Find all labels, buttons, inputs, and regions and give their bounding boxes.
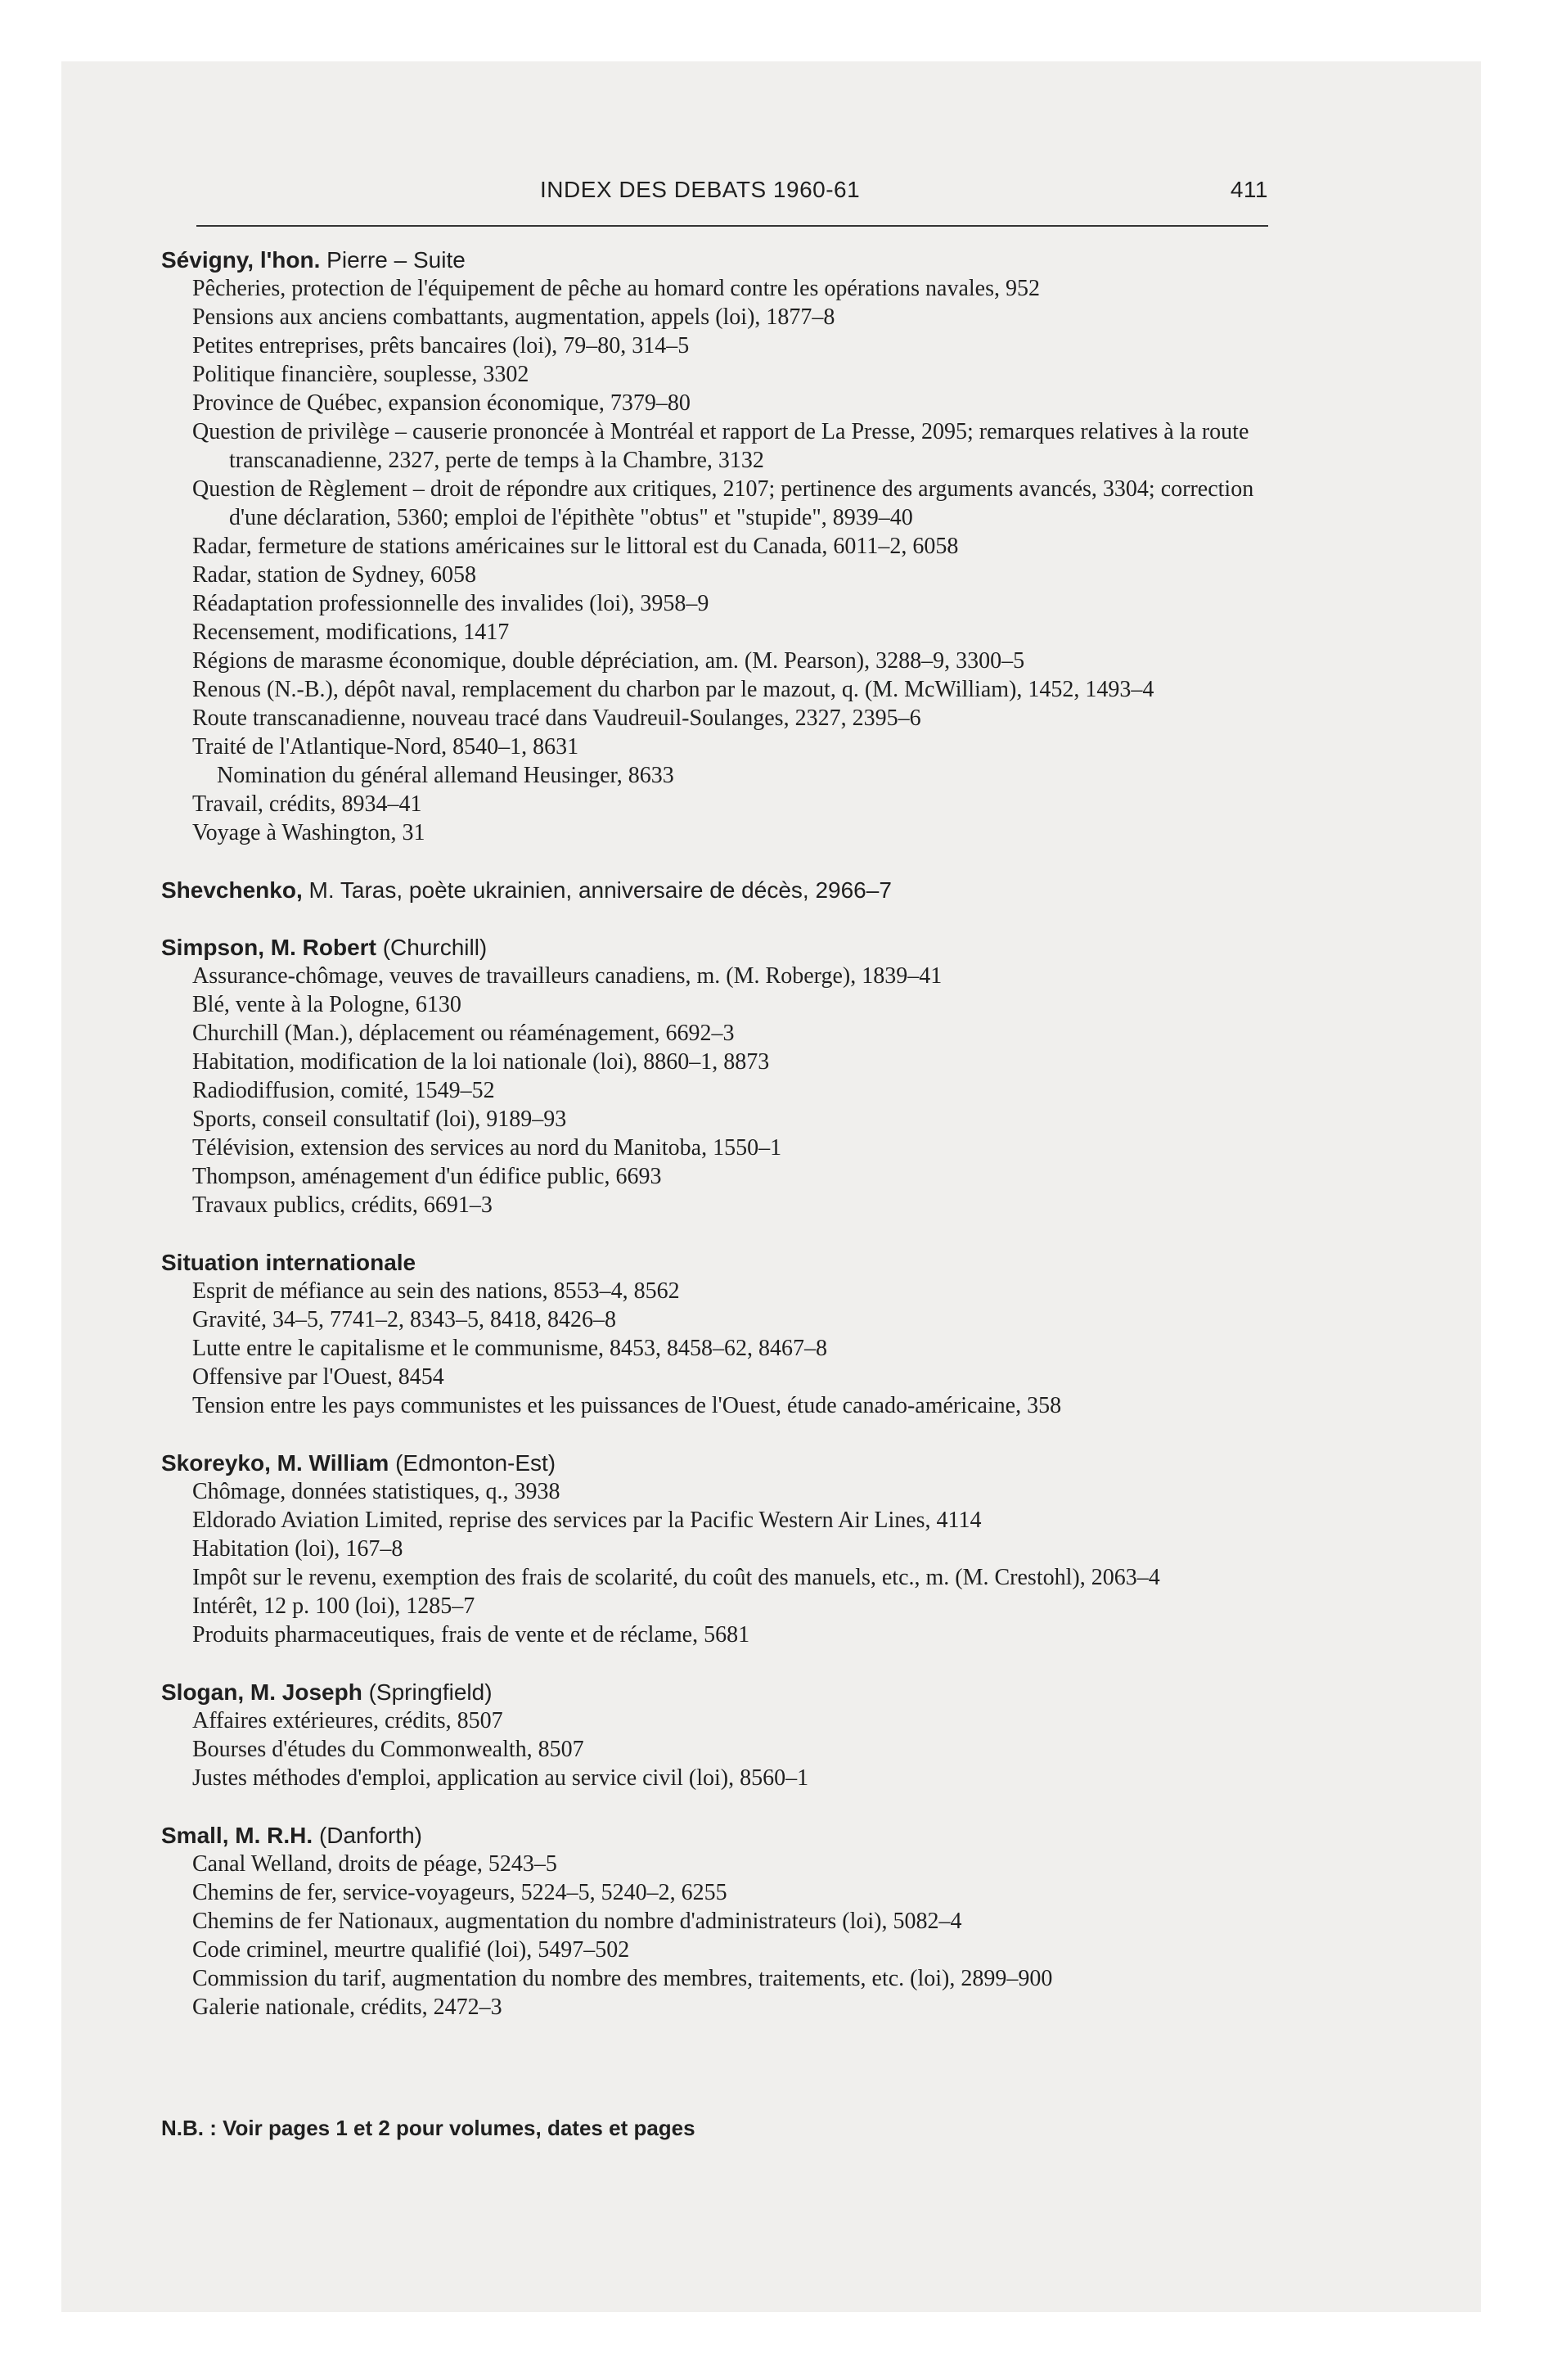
index-entry: Régions de marasme économique, double dépréciation, am. (M. Pearson), 3288–9, 3300–5 — [192, 648, 1025, 674]
index-entry: Réadaptation professionnelle des invalides (loi), 3958–9 — [192, 591, 709, 616]
index-entry: Chemins de fer, service-voyageurs, 5224–5, 5240–2, 6255 — [192, 1880, 727, 1905]
index-subentry: Nomination du général allemand Heusinger, 8633 — [217, 763, 674, 788]
index-entry: Commission du tarif, augmentation du nombre des membres, traitements, etc. (loi), 2899–900 — [192, 1966, 1053, 1991]
index-entry: Churchill (Man.), déplacement ou réaménagement, 6692–3 — [192, 1021, 735, 1046]
index-entry: Question de privilège – causerie prononcée à Montréal et rapport de La Presse, 2095; remarques relatives à la route transcanadienne, 2327, perte de temps à la Chambre, 3132 — [192, 419, 1249, 473]
index-entry: Intérêt, 12 p. 100 (loi), 1285–7 — [192, 1593, 475, 1619]
index-entry: Pêcheries, protection de l'équipement de pêche au homard contre les opérations navales, 952 — [192, 276, 1040, 301]
section-heading: Skoreyko, M. William (Edmonton-Est) — [161, 1450, 556, 1476]
index-entry: Galerie nationale, crédits, 2472–3 — [192, 1995, 502, 2020]
index-entry: Justes méthodes d'emploi, application au service civil (loi), 8560–1 — [192, 1765, 809, 1791]
index-entry: Tension entre les pays communistes et les puissances de l'Ouest, étude canado-américaine, 358 — [192, 1393, 1062, 1418]
index-section-small — [161, 1821, 1290, 2022]
index-entry: Habitation, modification de la loi nationale (loi), 8860–1, 8873 — [192, 1049, 770, 1075]
index-entry: Chômage, données statistiques, q., 3938 — [192, 1479, 560, 1504]
index-entry: Renous (N.-B.), dépôt naval, remplacement du charbon par le mazout, q. (M. McWilliam), 1452, 1493–4 — [192, 677, 1154, 702]
index-section-slogan — [161, 1678, 1290, 1792]
index-entry: Assurance-chômage, veuves de travailleurs canadiens, m. (M. Roberge), 1839–41 — [192, 963, 943, 989]
index-entry: Sports, conseil consultatif (loi), 9189–93 — [192, 1107, 567, 1132]
index-entry: Lutte entre le capitalisme et le communisme, 8453, 8458–62, 8467–8 — [192, 1336, 828, 1361]
index-entry: Impôt sur le revenu, exemption des frais de scolarité, du coût des manuels, etc., m. (M. Crestohl), 2063–4 — [192, 1565, 1160, 1590]
index-section-shevchenko — [161, 876, 1290, 904]
section-heading: Simpson, M. Robert (Churchill) — [161, 935, 488, 960]
index-entry: Offensive par l'Ouest, 8454 — [192, 1364, 444, 1390]
index-entry: Eldorado Aviation Limited, reprise des services par la Pacific Western Air Lines, 4114 — [192, 1508, 982, 1533]
index-content — [161, 246, 1290, 2050]
section-heading: Slogan, M. Joseph (Springfield) — [161, 1679, 493, 1705]
index-entry: Thompson, aménagement d'un édifice public, 6693 — [192, 1164, 662, 1189]
index-entry: Radiodiffusion, comité, 1549–52 — [192, 1078, 495, 1103]
index-entry: Chemins de fer Nationaux, augmentation du nombre d'administrateurs (loi), 5082–4 — [192, 1909, 962, 1934]
index-entry: Canal Welland, droits de péage, 5243–5 — [192, 1851, 557, 1877]
index-entry: Recensement, modifications, 1417 — [192, 620, 510, 645]
page-number: 411 — [1230, 177, 1268, 202]
index-entry: Télévision, extension des services au nord du Manitoba, 1550–1 — [192, 1135, 782, 1161]
index-section-skoreyko — [161, 1449, 1290, 1649]
index-entry: Radar, station de Sydney, 6058 — [192, 562, 477, 588]
index-entry: Code criminel, meurtre qualifié (loi), 5497–502 — [192, 1937, 630, 1963]
section-heading: Shevchenko, M. Taras, poète ukrainien, anniversaire de décès, 2966–7 — [161, 877, 892, 903]
index-entry: Route transcanadienne, nouveau tracé dans Vaudreuil-Soulanges, 2327, 2395–6 — [192, 705, 921, 731]
index-entry: Affaires extérieures, crédits, 8507 — [192, 1708, 503, 1733]
index-entry: Bourses d'études du Commonwealth, 8507 — [192, 1737, 584, 1762]
index-entry: Radar, fermeture de stations américaines sur le littoral est du Canada, 6011–2, 6058 — [192, 534, 959, 559]
running-title: INDEX DES DEBATS 1960-61 — [540, 177, 861, 202]
index-entry: Petites entreprises, prêts bancaires (loi), 79–80, 314–5 — [192, 333, 690, 358]
header-rule — [196, 225, 1268, 227]
index-entry: Traité de l'Atlantique-Nord, 8540–1, 8631 — [192, 734, 579, 760]
section-heading: Small, M. R.H. (Danforth) — [161, 1823, 422, 1848]
index-section-sevigny — [161, 246, 1290, 847]
index-entry: Pensions aux anciens combattants, augmentation, appels (loi), 1877–8 — [192, 304, 835, 330]
index-entry: Travaux publics, crédits, 6691–3 — [192, 1192, 493, 1218]
index-entry: Politique financière, souplesse, 3302 — [192, 362, 529, 387]
section-heading: Sévigny, l'hon. Pierre – Suite — [161, 247, 466, 273]
index-entry: Voyage à Washington, 31 — [192, 820, 425, 845]
index-section-situation-internationale — [161, 1248, 1290, 1420]
index-section-simpson — [161, 933, 1290, 1219]
index-entry: Produits pharmaceutiques, frais de vente et de réclame, 5681 — [192, 1622, 750, 1648]
index-entry: Travail, crédits, 8934–41 — [192, 791, 422, 817]
index-entry: Gravité, 34–5, 7741–2, 8343–5, 8418, 8426–8 — [192, 1307, 616, 1332]
footnote: N.B. : Voir pages 1 et 2 pour volumes, dates et pages — [161, 2116, 695, 2140]
index-entry: Question de Règlement – droit de répondre aux critiques, 2107; pertinence des arguments avancés, 3304; correction d'une déclaration, 5360; emploi de l'épithète "obtus" et "stupide", 8939–40 — [192, 476, 1254, 530]
index-entry: Province de Québec, expansion économique, 7379–80 — [192, 390, 691, 416]
section-heading: Situation internationale — [161, 1250, 416, 1275]
index-entry: Blé, vente à la Pologne, 6130 — [192, 992, 461, 1017]
index-entry: Esprit de méfiance au sein des nations, 8553–4, 8562 — [192, 1278, 680, 1304]
page-header — [196, 170, 1268, 219]
index-entry: Habitation (loi), 167–8 — [192, 1536, 403, 1562]
